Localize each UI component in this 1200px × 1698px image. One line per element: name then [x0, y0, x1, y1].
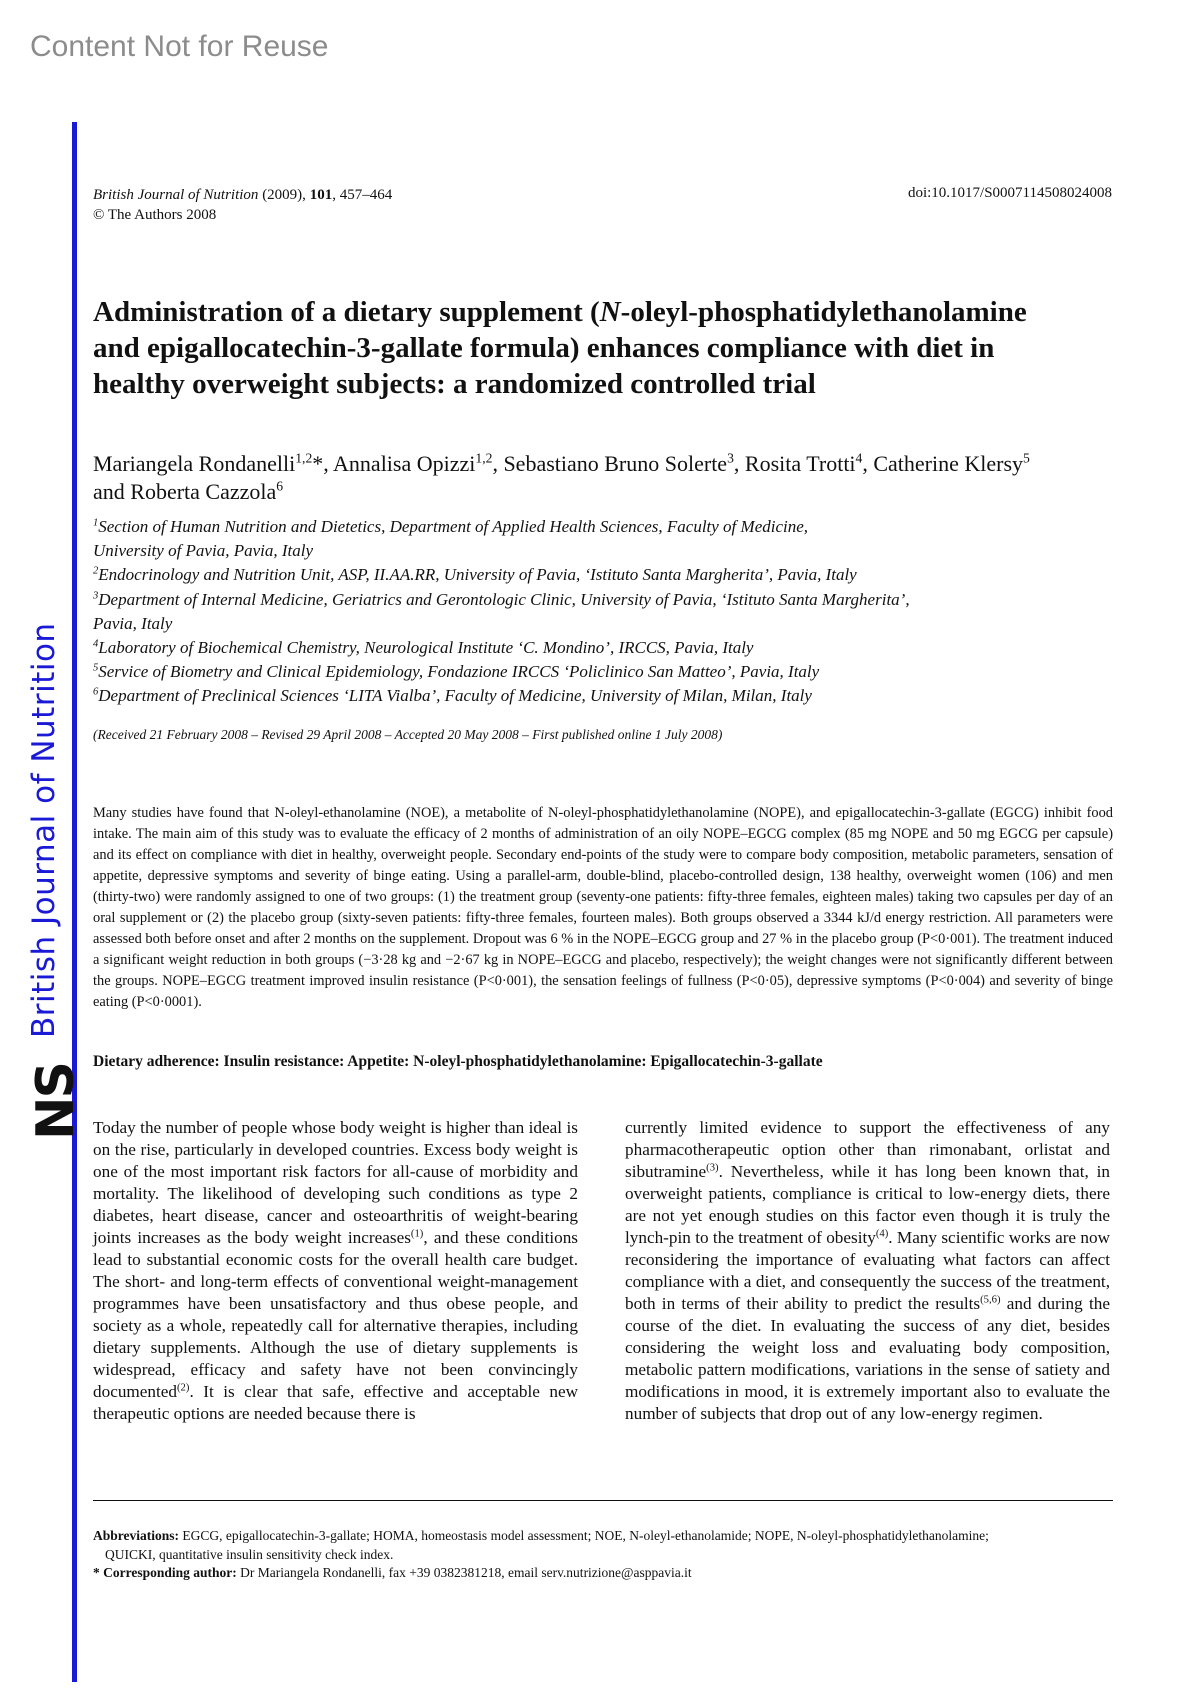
- journal-side-banner: [26, 622, 86, 1140]
- citation-journal: British Journal of Nutrition: [93, 187, 259, 203]
- journal-side-rule: [72, 122, 77, 1682]
- affiliation-list: [93, 515, 1113, 709]
- affiliation-item: $^2$Endocrinology and Nutrition Unit, ASP, II.AA.RR, University of Pavia, ‘Istituto Santa Margherita’, Pavia, Italy: [93, 565, 857, 585]
- citation-ref[interactable]: (4): [875, 1228, 889, 1240]
- affiliation-item: $^1$Section of Human Nutrition and Dietetics, Department of Applied Health Sciences, Faculty of Medicine,: [93, 517, 809, 536]
- affiliation-item: $^3$Department of Internal Medicine, Geriatrics and Gerontologic Clinic, University of Pavia, ‘Istituto Santa Margherita’,: [93, 589, 910, 609]
- citation-ref[interactable]: (1): [410, 1228, 424, 1240]
- abbreviations-note: Abbreviations: EGCG, epigallocatechin-3-gallate; HOMA, homeostasis model assessment; NOE, N-oleyl-ethanolamide; NOPE, N-oleyl-phosphatidylethanolamine;: [93, 1528, 989, 1543]
- affiliation-item-cont: University of Pavia, Pavia, Italy: [93, 541, 313, 561]
- citation-block: [93, 185, 392, 225]
- author-affil: 1,2: [295, 450, 313, 466]
- keywords-line: Dietary adherence: Insulin resistance: Appetite: N-oleyl-phosphatidylethanolamine: Epigallocatechin-3-gallate: [93, 1053, 823, 1070]
- author-name[interactable]: Rosita Trotti: [744, 451, 856, 476]
- citation-pages: , 457–464: [332, 187, 393, 203]
- affiliation-item-cont: Pavia, Italy: [93, 613, 173, 633]
- author-affil: 3: [727, 450, 734, 466]
- author-name[interactable]: and Roberta Cazzola: [93, 479, 277, 504]
- footnote-divider: [93, 1500, 1113, 1501]
- author-name[interactable]: Sebastiano Bruno Solerte: [503, 451, 728, 476]
- author-affil: 1,2: [475, 450, 493, 466]
- journal-side-title: British Journal of Nutrition: [26, 622, 62, 1038]
- author-affil: 5: [1023, 450, 1030, 466]
- title-line-1: Administration of a dietary supplement (N-oleyl-phosphatidylethanolamine: [93, 296, 1027, 328]
- watermark-text: Content Not for Reuse: [30, 30, 329, 63]
- author-name[interactable]: Mariangela Rondanelli: [93, 451, 296, 476]
- doi-link[interactable]: doi:10.1017/S0007114508024008: [907, 185, 1112, 201]
- footnotes: [93, 1527, 1113, 1583]
- author-name[interactable]: Annalisa Opizzi: [333, 451, 476, 476]
- affiliation-item: $^5$Service of Biometry and Clinical Epidemiology, Fondazione IRCCS ‘Policlinico San Matteo’, Pavia, Italy: [93, 662, 820, 682]
- journal-ns-logo: NS: [26, 1063, 86, 1140]
- affiliation-item: $^4$Laboratory of Biochemical Chemistry, Neurological Institute ‘C. Mondino’, IRCCS, Pavia, Italy: [93, 638, 754, 658]
- author-name[interactable]: Catherine Klersy: [873, 451, 1024, 476]
- author-affil: 6: [276, 478, 284, 494]
- citation-ref[interactable]: (5,6): [980, 1294, 1001, 1306]
- body-column-right: currently limited evidence to support the effectiveness of any pharmacotherapeutic option other than rimonabant, orlistat and sibutramine$^{(3)}$. Nevertheless, while it has long been known that, in overweight patients, compliance is critical to low-energy diets, there are not yet enough studies on this factor even though it is truly the lynch-pin to the treatment of obesity$^{(4)}$. Many scientific works are now reconsidering the importance of evaluating what factors can affect compliance with a diet, and consequently the success of the treatment, both in terms of their ability to predict the results$^{(5,6)}$ and during the course of the diet. In evaluating the success of any diet, besides considering the weight loss and evaluating body composition, metabolic pattern modifications, variations in the sense of satiety and modifications in mood, it is extremely important also to evaluate the number of subjects that drop out of any low-energy regimen.: [625, 1118, 1110, 1423]
- article-title: [93, 294, 1123, 402]
- copyright-line: © The Authors 2008: [93, 207, 217, 223]
- abbreviations-note-cont: QUICKI, quantitative insulin sensitivity check index.: [105, 1546, 394, 1562]
- abstract-text: Many studies have found that N-oleyl-ethanolamine (NOE), a metabolite of N-oleyl-phosphatidylethanolamine (NOPE), and epigallocatechin-3-gallate (EGCG) inhibit food intake. The main aim of this study was to evaluate the efficacy of 2 months of administration of an oily NOPE–EGCG complex (85 mg NOPE and 50 mg EGCG per capsule) and its effect on compliance with diet in healthy, overweight people. Secondary end-points of the study were to compare body composition, metabolic parameters, sensation of appetite, depressive symptoms and severity of binge eating. Using a parallel-arm, double-blind, placebo-controlled design, 138 healthy, overweight women (106) and men (thirty-two) were randomly assigned to one of two groups: (1) the treatment group (seventy-one patients: fifty-three females, eighteen males) taking two capsules per day of an oral supplement or (2) the placebo group (sixty-seven patients: fifty-three females, fourteen males). Both groups observed a 3344 kJ/d energy restriction. All parameters were assessed both before onset and after 2 months on the supplement. Dropout was 6 % in the NOPE–EGCG group and 27 % in the placebo group (P<0·001). The treatment induced a significant weight reduction in both groups (−3·28 kg and −2·67 kg in NOPE–EGCG and placebo, respectively); the weight changes were not significantly different between the groups. NOPE–EGCG treatment improved insulin resistance (P<0·001), the sensation feelings of fullness (P<0·05), depressive symptoms (P<0·004) and severity of binge eating (P<0·0001).: [93, 805, 1113, 1010]
- body-column-left: Today the number of people whose body weight is higher than ideal is on the rise, particularly in developed countries. Excess body weight is one of the most important risk factors for all-cause of morbidity and mortality. The likelihood of developing such conditions as type 2 diabetes, heart disease, cancer and osteoarthritis of weight-bearing joints increases as the body weight increases$^{(1)}$, and these conditions lead to substantial economic costs for the overall health care budget. The short- and long-term effects of conventional weight-management programmes have been unsatisfactory and thus obese people, and society as a whole, repeatedly call for alternative therapies, including dietary supplements. Although the use of dietary supplements is widespread, efficacy and safety have not been convincingly documented$^{(2)}$. It is clear that safe, effective and acceptable new therapeutic options are needed because there is: [93, 1118, 578, 1423]
- affiliation-item: $^6$Department of Preclinical Sciences ‘LITA Vialba’, Faculty of Medicine, University of Milan, Milan, Italy: [93, 686, 812, 706]
- citation-year: (2009),: [258, 187, 310, 203]
- title-line-3: healthy overweight subjects: a randomized controlled trial: [93, 368, 816, 400]
- citation-volume: 101: [309, 187, 333, 203]
- received-dates: (Received 21 February 2008 – Revised 29 April 2008 – Accepted 20 May 2008 – First published online 1 July 2008): [93, 727, 723, 742]
- title-line-2: and epigallocatechin-3-gallate formula) enhances compliance with diet in: [93, 332, 995, 364]
- citation-line: [93, 185, 392, 205]
- corresponding-author-note: * Corresponding author: Dr Mariangela Rondanelli, fax +39 0382381218, email serv.nutrizione@asppavia.it: [93, 1565, 692, 1580]
- author-affil: 4: [855, 450, 863, 466]
- citation-ref[interactable]: (3): [706, 1162, 719, 1174]
- citation-ref[interactable]: (2): [177, 1382, 190, 1394]
- author-list: Mariangela Rondanelli$^{1,2}$*, Annalisa Opizzi$^{1,2}$, Sebastiano Bruno Solerte$^3$, Rosita Trotti$^4$, Catherine Klersy$^5$ and Roberta Cazzola$^6$: [93, 450, 1030, 504]
